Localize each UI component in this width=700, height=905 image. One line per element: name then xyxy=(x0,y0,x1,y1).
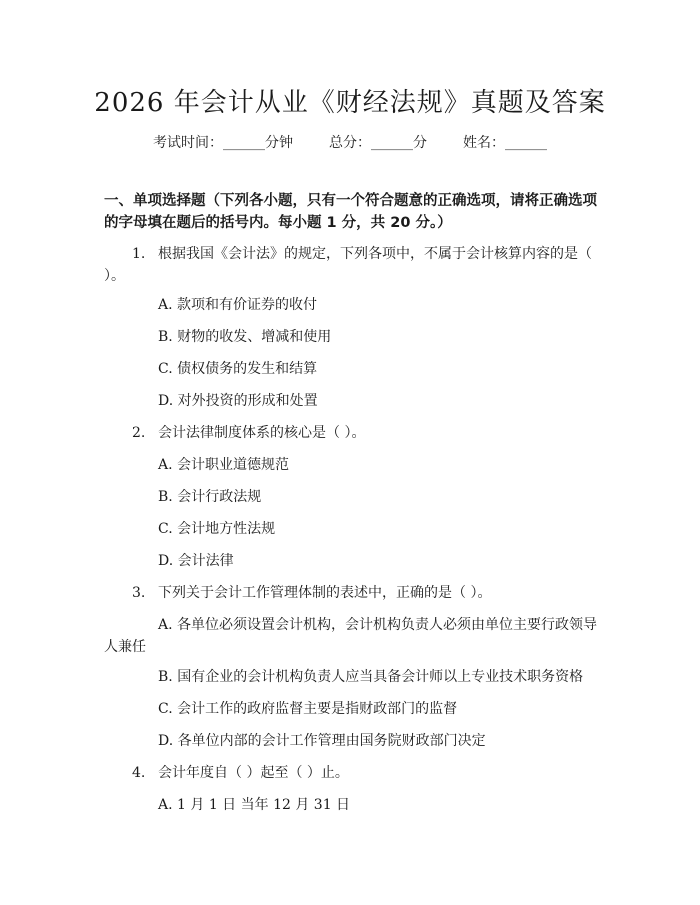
question-text: 会计法律制度体系的核心是（ ）。 xyxy=(158,425,366,441)
question-number: 4. xyxy=(132,765,146,781)
total-score-field: 总分：______分 xyxy=(329,135,427,151)
option-1c: C. 债权债务的发生和结算 xyxy=(158,361,318,377)
option-3d: D. 各单位内部的会计工作管理由国务院财政部门决定 xyxy=(158,733,486,749)
option-2b: B. 会计行政法规 xyxy=(158,489,262,505)
question-number: 1. xyxy=(132,246,146,262)
option-3c: C. 会计工作的政府监督主要是指财政部门的监督 xyxy=(158,701,458,717)
option-2d: D. 会计法律 xyxy=(158,553,234,569)
option-3a: A. 各单位必须设置会计机构，会计机构负责人必须由单位主要行政领导人兼任 xyxy=(104,617,598,655)
option-1b: B. 财物的收发、增减和使用 xyxy=(158,329,332,345)
question-2 xyxy=(104,422,599,444)
name-field: 姓名：______ xyxy=(463,135,547,151)
page-title: 2026 年会计从业《财经法规》真题及答案 xyxy=(94,88,606,118)
option-1a: A. 款项和有价证券的收付 xyxy=(158,297,318,313)
question-text: 会计年度自（ ）起至（ ）止。 xyxy=(158,765,349,781)
question-text: 根据我国《会计法》的规定，下列各项中，不属于会计核算内容的是（ ）。 xyxy=(104,246,592,284)
section-heading: 一、单项选择题（下列各小题，只有一个符合题意的正确选项，请将正确选项的字母填在题后的括号内。每小题 1 分，共 20 分。） xyxy=(104,193,597,231)
option-2c: C. 会计地方性法规 xyxy=(158,521,276,537)
option-4a: A. 1 月 1 日 当年 12 月 31 日 xyxy=(158,797,351,813)
question-number: 3. xyxy=(132,585,146,601)
exam-info-row xyxy=(0,132,700,152)
question-3 xyxy=(104,582,599,604)
option-2a: A. 会计职业道德规范 xyxy=(158,457,290,473)
question-4 xyxy=(104,762,599,784)
option-3b: B. 国有企业的会计机构负责人应当具备会计师以上专业技术职务资格 xyxy=(158,669,584,685)
question-number: 2. xyxy=(132,425,146,441)
question-1 xyxy=(104,243,599,287)
exam-time-field: 考试时间：______分钟 xyxy=(153,135,293,151)
option-1d: D. 对外投资的形成和处置 xyxy=(158,393,318,409)
question-text: 下列关于会计工作管理体制的表述中，正确的是（ ）。 xyxy=(158,585,492,601)
